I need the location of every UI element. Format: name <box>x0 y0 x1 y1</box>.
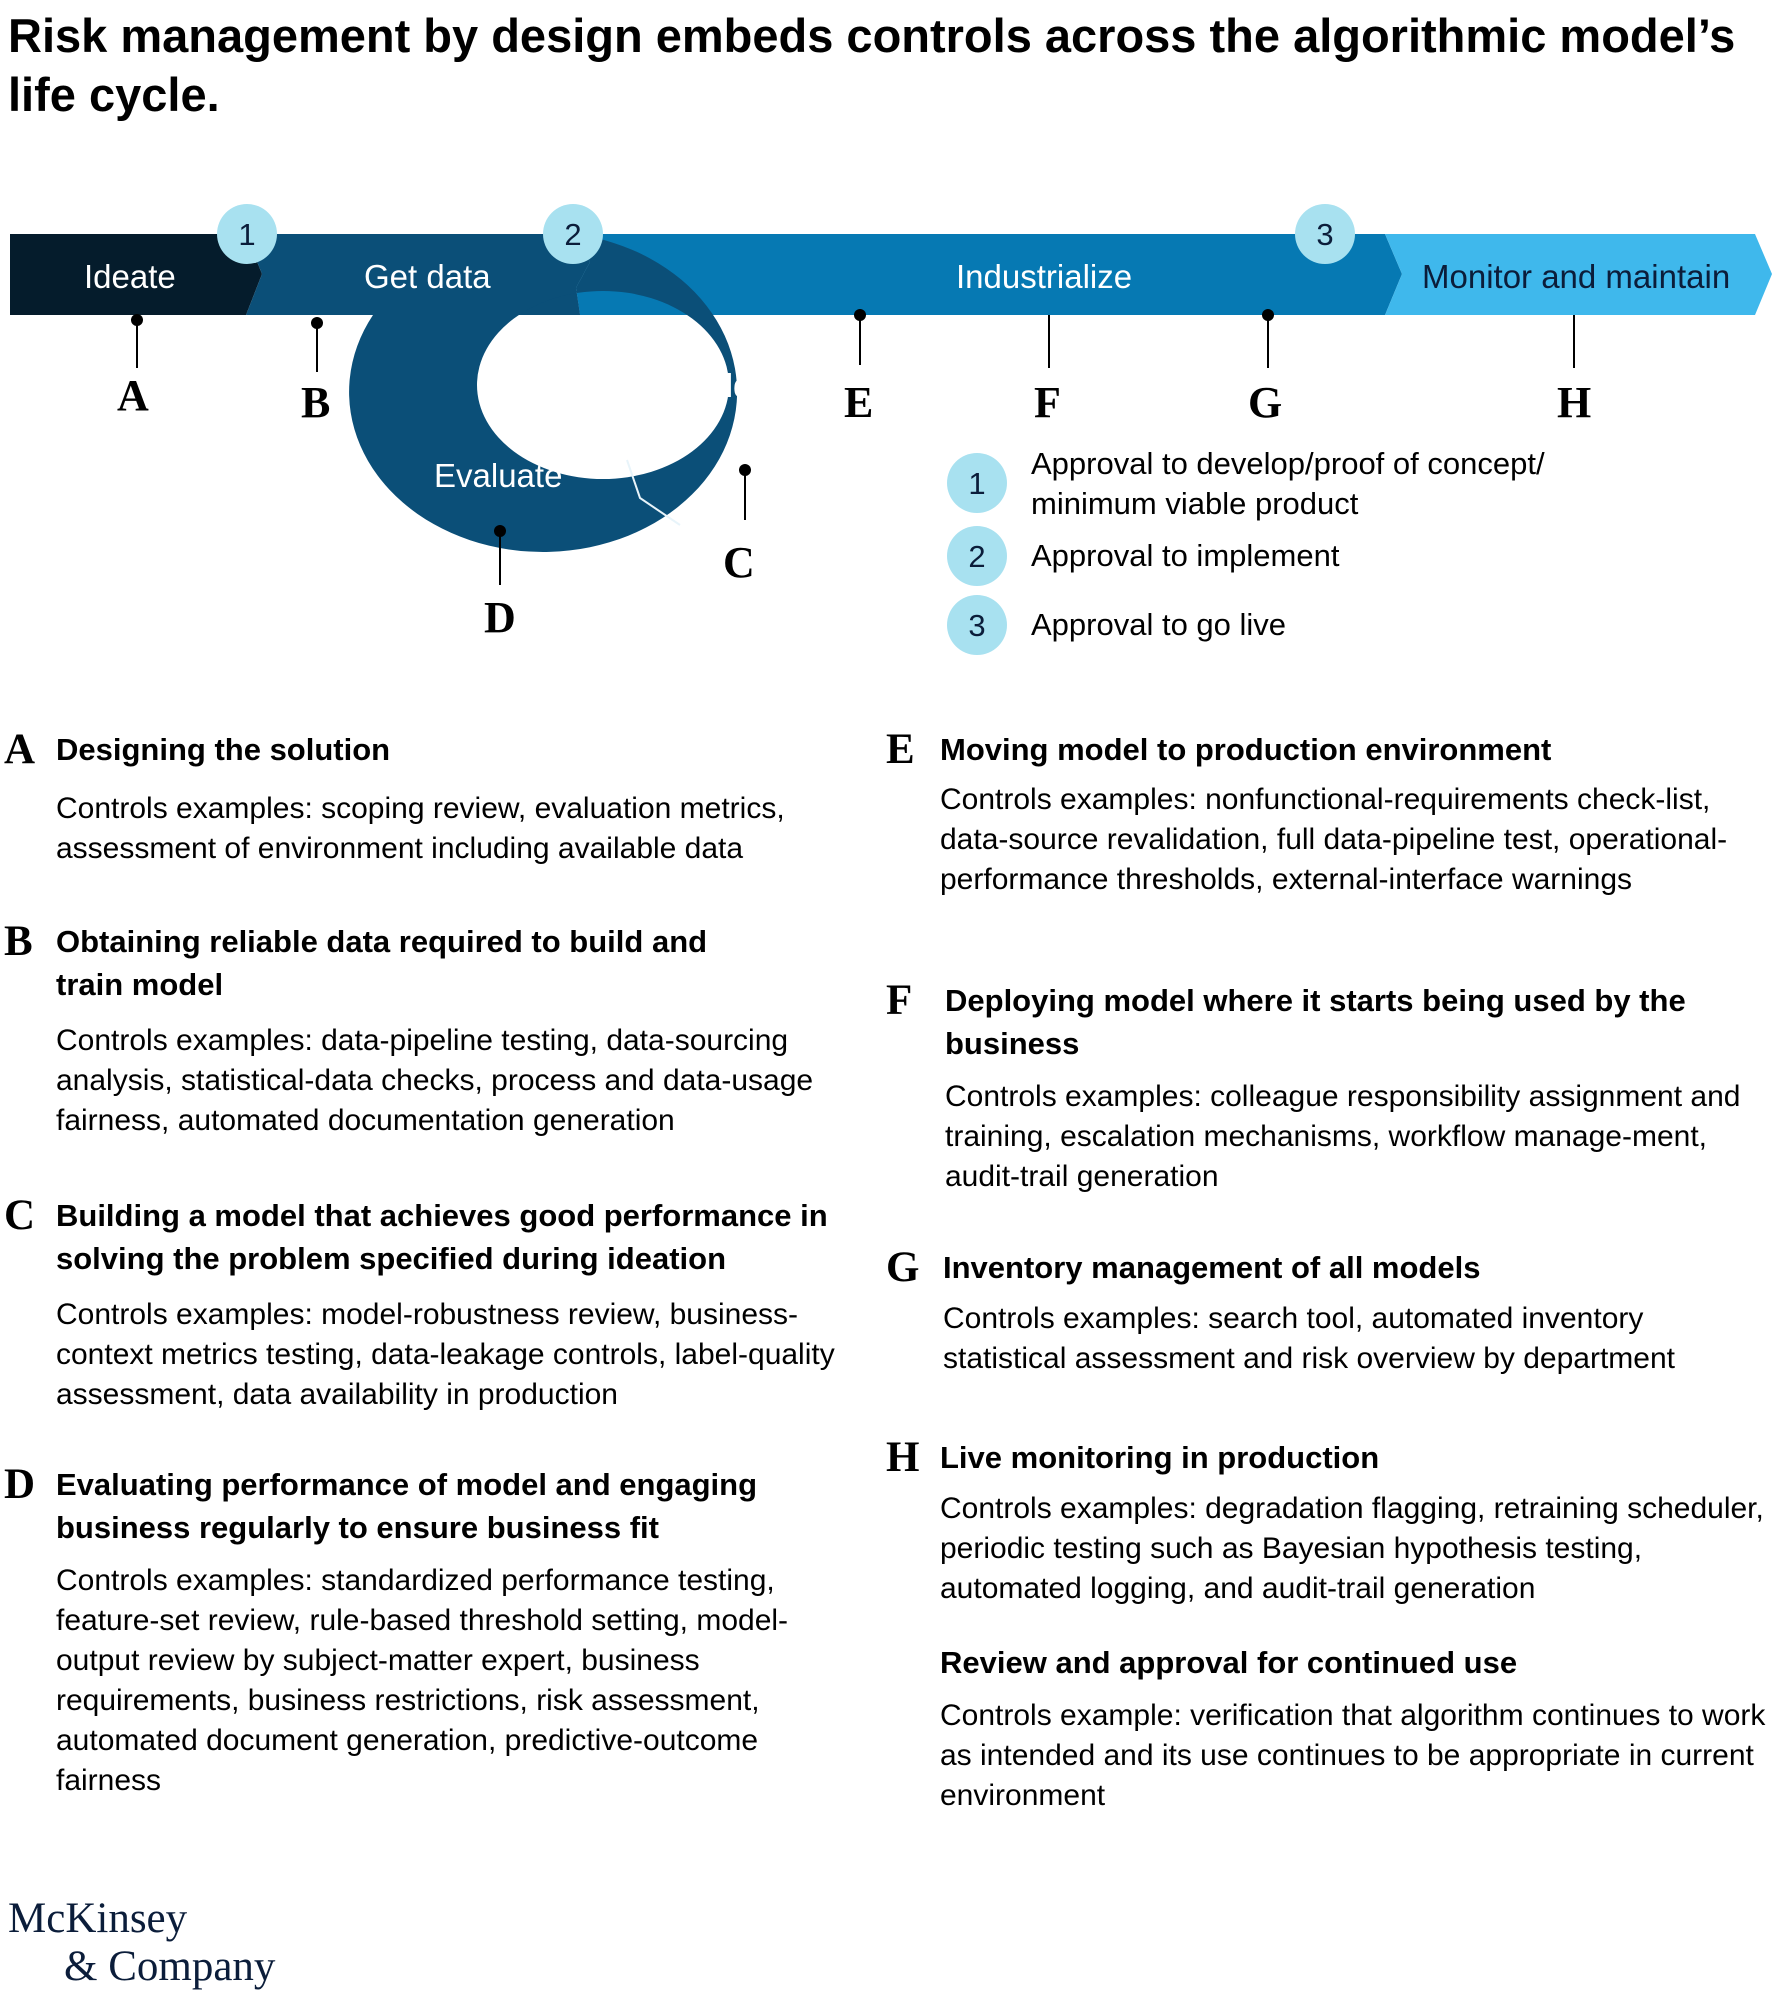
logo-line2: & Company <box>64 1943 276 1990</box>
control-block-h <box>886 1436 1766 1816</box>
marker-pin-a <box>131 314 143 368</box>
marker-letter-h: H <box>1557 378 1592 427</box>
control-block-c <box>4 1194 854 1415</box>
block-heading-d: Evaluating performance of model and engaging business regularly to ensure business fit <box>56 1467 758 1545</box>
stage-label-evaluate: Evaluate <box>434 457 563 494</box>
control-block-g <box>886 1246 1766 1379</box>
legend-approval-1-line2: minimum viable product <box>1031 486 1359 521</box>
block-controls-d: standardized performance testing, feature-set review, rule-based threshold setting, model-output review by subject-matter expert, business requirements, business restrictions, risk assessment, automated document generation, predictive-outcome fairness <box>56 1564 789 1797</box>
svg-text:1: 1 <box>238 217 256 252</box>
gate-badge-3 <box>1295 204 1355 264</box>
legend-approval-1-line1: Approval to develop/proof of concept/ <box>1031 446 1545 481</box>
gate-badge-2 <box>543 204 603 264</box>
marker-letter-c: C <box>723 538 755 587</box>
block-controls-label-f: Controls examples: <box>945 1080 1202 1113</box>
svg-text:3: 3 <box>1316 217 1334 252</box>
block-letter-b: B <box>4 918 33 965</box>
stage-label-ideate: Ideate <box>84 258 176 295</box>
block-controls-a: scoping review, evaluation metrics, assessment of environment including available data <box>56 792 785 865</box>
block-heading-e: Moving model to production environment <box>940 732 1552 767</box>
block-letter-e: E <box>886 726 915 773</box>
marker-pin-e <box>854 309 866 365</box>
stage-label-industrialize: Industrialize <box>956 258 1133 295</box>
control-block-f <box>886 979 1766 1197</box>
legend-approval-1 <box>1031 444 1545 524</box>
legend-approval-3: Approval to go live <box>1031 607 1287 642</box>
block-controls-label-c: Controls examples: <box>56 1298 313 1331</box>
block-controls-label-e: Controls examples: <box>940 783 1197 816</box>
block-heading-a: Designing the solution <box>56 732 391 767</box>
marker-letter-g: G <box>1248 378 1283 427</box>
marker-letter-d: D <box>484 593 516 642</box>
stage-label-build: Build <box>678 367 752 404</box>
legend-badge-3 <box>947 595 1007 655</box>
block-controls-e: nonfunctional-requirements check-list, data-source revalidation, full data-pipeline test, operational-performance thresholds, external-interface warnings <box>940 783 1728 896</box>
block-letter-c: C <box>4 1192 36 1239</box>
block-controls-f: colleague responsibility assignment and training, escalation mechanisms, workflow manage-ment, audit-trail generation <box>945 1080 1741 1193</box>
block-letter-h: H <box>886 1434 920 1481</box>
block-controls-label-a: Controls examples: <box>56 792 313 825</box>
block-letter-f: F <box>886 977 913 1024</box>
block-letter-a: A <box>4 726 36 773</box>
block-letter-g: G <box>886 1244 920 1291</box>
block-controls-g: search tool, automated inventory statistical assessment and risk overview by department <box>943 1302 1675 1375</box>
review-label: Controls example: <box>940 1699 1182 1732</box>
stage-label-get-data: Get data <box>364 258 491 295</box>
marker-letter-e: E <box>844 378 874 427</box>
block-heading-b: Obtaining reliable data required to build and train model <box>56 924 708 1002</box>
block-controls-label-g: Controls examples: <box>943 1302 1200 1335</box>
legend-approval-2: Approval to implement <box>1031 538 1340 573</box>
control-block-e <box>886 728 1766 900</box>
svg-text:2: 2 <box>564 217 582 252</box>
block-controls-b: data-pipeline testing, data-sourcing analysis, statistical-data checks, process and data-usage fairness, automated documentation generation <box>56 1024 814 1137</box>
control-block-d <box>4 1463 854 1801</box>
review-heading: Review and approval for continued use <box>940 1645 1518 1680</box>
block-letter-d: D <box>4 1461 36 1508</box>
block-heading-c: Building a model that achieves good performance in solving the problem specified during ideation <box>56 1198 828 1276</box>
control-block-a <box>4 728 854 869</box>
marker-pin-b <box>311 317 323 372</box>
marker-letter-b: B <box>301 378 331 427</box>
block-controls-label-h: Controls examples: <box>940 1492 1197 1525</box>
gate-badge-1 <box>217 204 277 264</box>
marker-pin-g <box>1262 309 1274 368</box>
block-controls-c: model-robustness review, business-context metrics testing, data-leakage controls, label-quality assessment, data availability in production <box>56 1298 835 1411</box>
page-title: Risk management by design embeds controls across the algorithmic model’s life cycle. <box>8 9 1736 121</box>
block-controls-h: degradation flagging, retraining scheduler, periodic testing such as Bayesian hypothesis testing, automated logging, and audit-trail generation <box>940 1492 1764 1605</box>
legend-badge-1 <box>947 453 1007 513</box>
svg-text:3: 3 <box>968 608 986 643</box>
marker-pin-d <box>494 525 506 585</box>
stage-label-monitor: Monitor and maintain <box>1422 258 1731 295</box>
review-text: verification that algorithm continues to work as intended and its use continues to be appropriate in current environment <box>940 1699 1766 1812</box>
mckinsey-logo <box>8 1895 275 1991</box>
block-controls-label-b: Controls examples: <box>56 1024 313 1057</box>
life-cycle-diagram <box>0 0 1777 660</box>
block-heading-h: Live monitoring in production <box>940 1440 1380 1475</box>
svg-text:1: 1 <box>968 466 986 501</box>
marker-letter-f: F <box>1034 378 1061 427</box>
marker-letter-a: A <box>117 371 149 420</box>
block-heading-g: Inventory management of all models <box>943 1250 1481 1285</box>
logo-line1: McKinsey <box>8 1895 188 1942</box>
legend-badge-2 <box>947 526 1007 586</box>
block-heading-f: Deploying model where it starts being used by the business <box>945 983 1686 1061</box>
block-controls-label-d: Controls examples: <box>56 1564 313 1597</box>
control-block-b <box>4 920 854 1141</box>
marker-pin-c <box>739 464 751 520</box>
svg-text:2: 2 <box>968 539 986 574</box>
